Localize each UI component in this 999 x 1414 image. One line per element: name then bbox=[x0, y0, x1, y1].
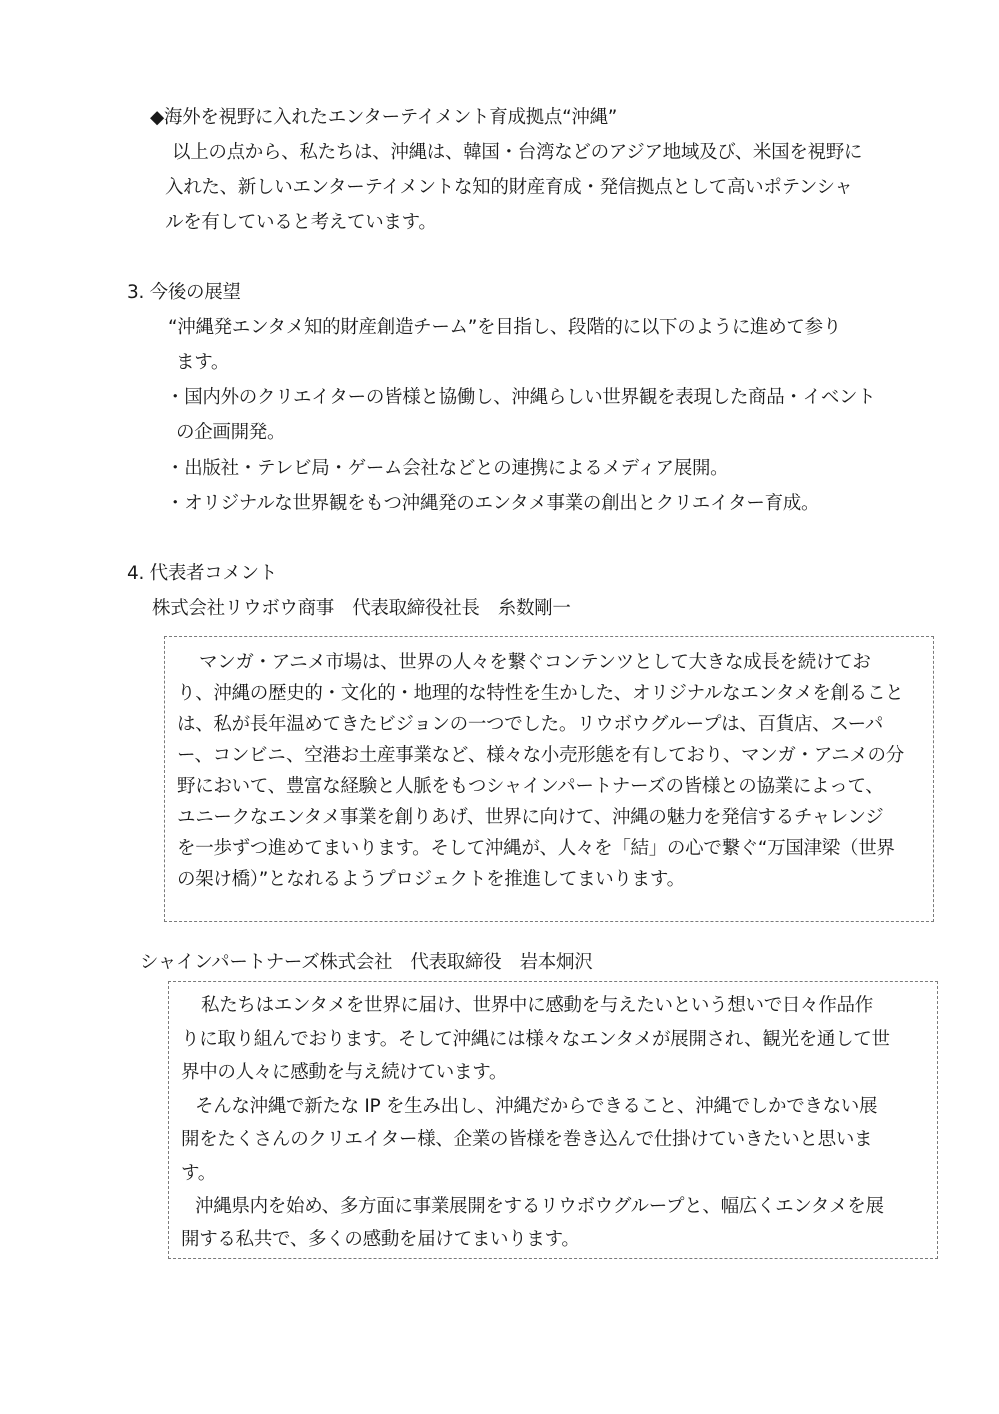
ryubo-line-5: 野において、豊富な経験と人脈をもつシャインパートナーズの皆様との協業によって、 bbox=[177, 776, 884, 797]
ryubo-line-4: ー、コンビニ、空港お土産事業など、様々な小売形態を有しており、マンガ・アニメの分 bbox=[177, 745, 904, 766]
shine-line-6: す。 bbox=[181, 1163, 216, 1184]
ryubo-line-8: の架け橋）”となれるようプロジェクトを推進してまいります。 bbox=[177, 869, 685, 890]
outlook-heading: 3. 今後の展望 bbox=[127, 282, 241, 303]
ryubo-line-3: は、私が長年温めてきたビジョンの一つでした。リウボウグループは、百貨店、スーパ bbox=[177, 714, 884, 735]
shine-line-4: そんな沖縄で新たな IP を生み出し、沖縄だからできること、沖縄でしかできない展 bbox=[195, 1096, 878, 1117]
shine-comment-box bbox=[168, 981, 938, 1259]
outlook-bullet-2: ・出版社・テレビ局・ゲーム会社などとの連携によるメディア展開。 bbox=[166, 458, 729, 479]
shine-line-8: 開する私共で、多くの感動を届けてまいります。 bbox=[181, 1229, 580, 1250]
outlook-bullet-3: ・オリジナルな世界観をもつ沖縄発のエンタメ事業の創出とクリエイター育成。 bbox=[166, 493, 820, 514]
outlook-bullet-1: ・国内外のクリエイターの皆様と協働し、沖縄らしい世界観を表現した商品・イベント bbox=[166, 387, 876, 408]
overseas-line-1: 以上の点から、私たちは、沖縄は、韓国・台湾などのアジア地域及び、米国を視野に bbox=[172, 142, 863, 163]
ryubo-speaker: 株式会社リウボウ商事 代表取締役社長 糸数剛一 bbox=[152, 598, 571, 619]
shine-line-3: 界中の人々に感動を与え続けています。 bbox=[181, 1062, 508, 1083]
overseas-heading: ◆海外を視野に入れたエンターテイメント育成拠点“沖縄” bbox=[150, 107, 618, 128]
outlook-bullet-1-cont: の企画開発。 bbox=[176, 422, 286, 443]
ryubo-line-6: ユニークなエンタメ事業を創りあげ、世界に向けて、沖縄の魅力を発信するチャレンジ bbox=[177, 807, 884, 828]
shine-line-1: 私たちはエンタメを世界に届け、世界中に感動を与えたいという想いで日々作品作 bbox=[201, 995, 873, 1016]
shine-line-7: 沖縄県内を始め、多方面に事業展開をするリウボウグループと、幅広くエンタメを展 bbox=[195, 1196, 884, 1217]
ryubo-comment-box bbox=[164, 636, 934, 922]
shine-line-5: 開をたくさんのクリエイター様、企業の皆様を巻き込んで仕掛けていきたいと思いま bbox=[181, 1129, 873, 1150]
outlook-intro-1: “沖縄発エンタメ知的財産創造チーム”を目指し、段階的に以下のように進めて参り bbox=[168, 317, 842, 338]
ryubo-line-1: マンガ・アニメ市場は、世界の人々を繋ぐコンテンツとして大きな成長を続けてお bbox=[199, 652, 871, 673]
shine-speaker: シャインパートナーズ株式会社 代表取締役 岩本炯沢 bbox=[140, 952, 593, 973]
overseas-line-3: ルを有していると考えています。 bbox=[165, 212, 437, 233]
comments-heading: 4. 代表者コメント bbox=[127, 563, 278, 584]
overseas-line-2: 入れた、新しいエンターテイメントな知的財産育成・発信拠点として高いポテンシャ bbox=[165, 177, 853, 198]
outlook-intro-2: ます。 bbox=[176, 352, 230, 373]
ryubo-line-2: り、沖縄の歴史的・文化的・地理的な特性を生かした、オリジナルなエンタメを創ること bbox=[177, 683, 904, 704]
shine-line-2: りに取り組んでおります。そして沖縄には様々なエンタメが展開され、観光を通して世 bbox=[181, 1029, 890, 1050]
ryubo-line-7: を一歩ずつ進めてまいります。そして沖縄が、人々を「結」の心で繋ぐ“万国津梁（世界 bbox=[177, 838, 895, 859]
